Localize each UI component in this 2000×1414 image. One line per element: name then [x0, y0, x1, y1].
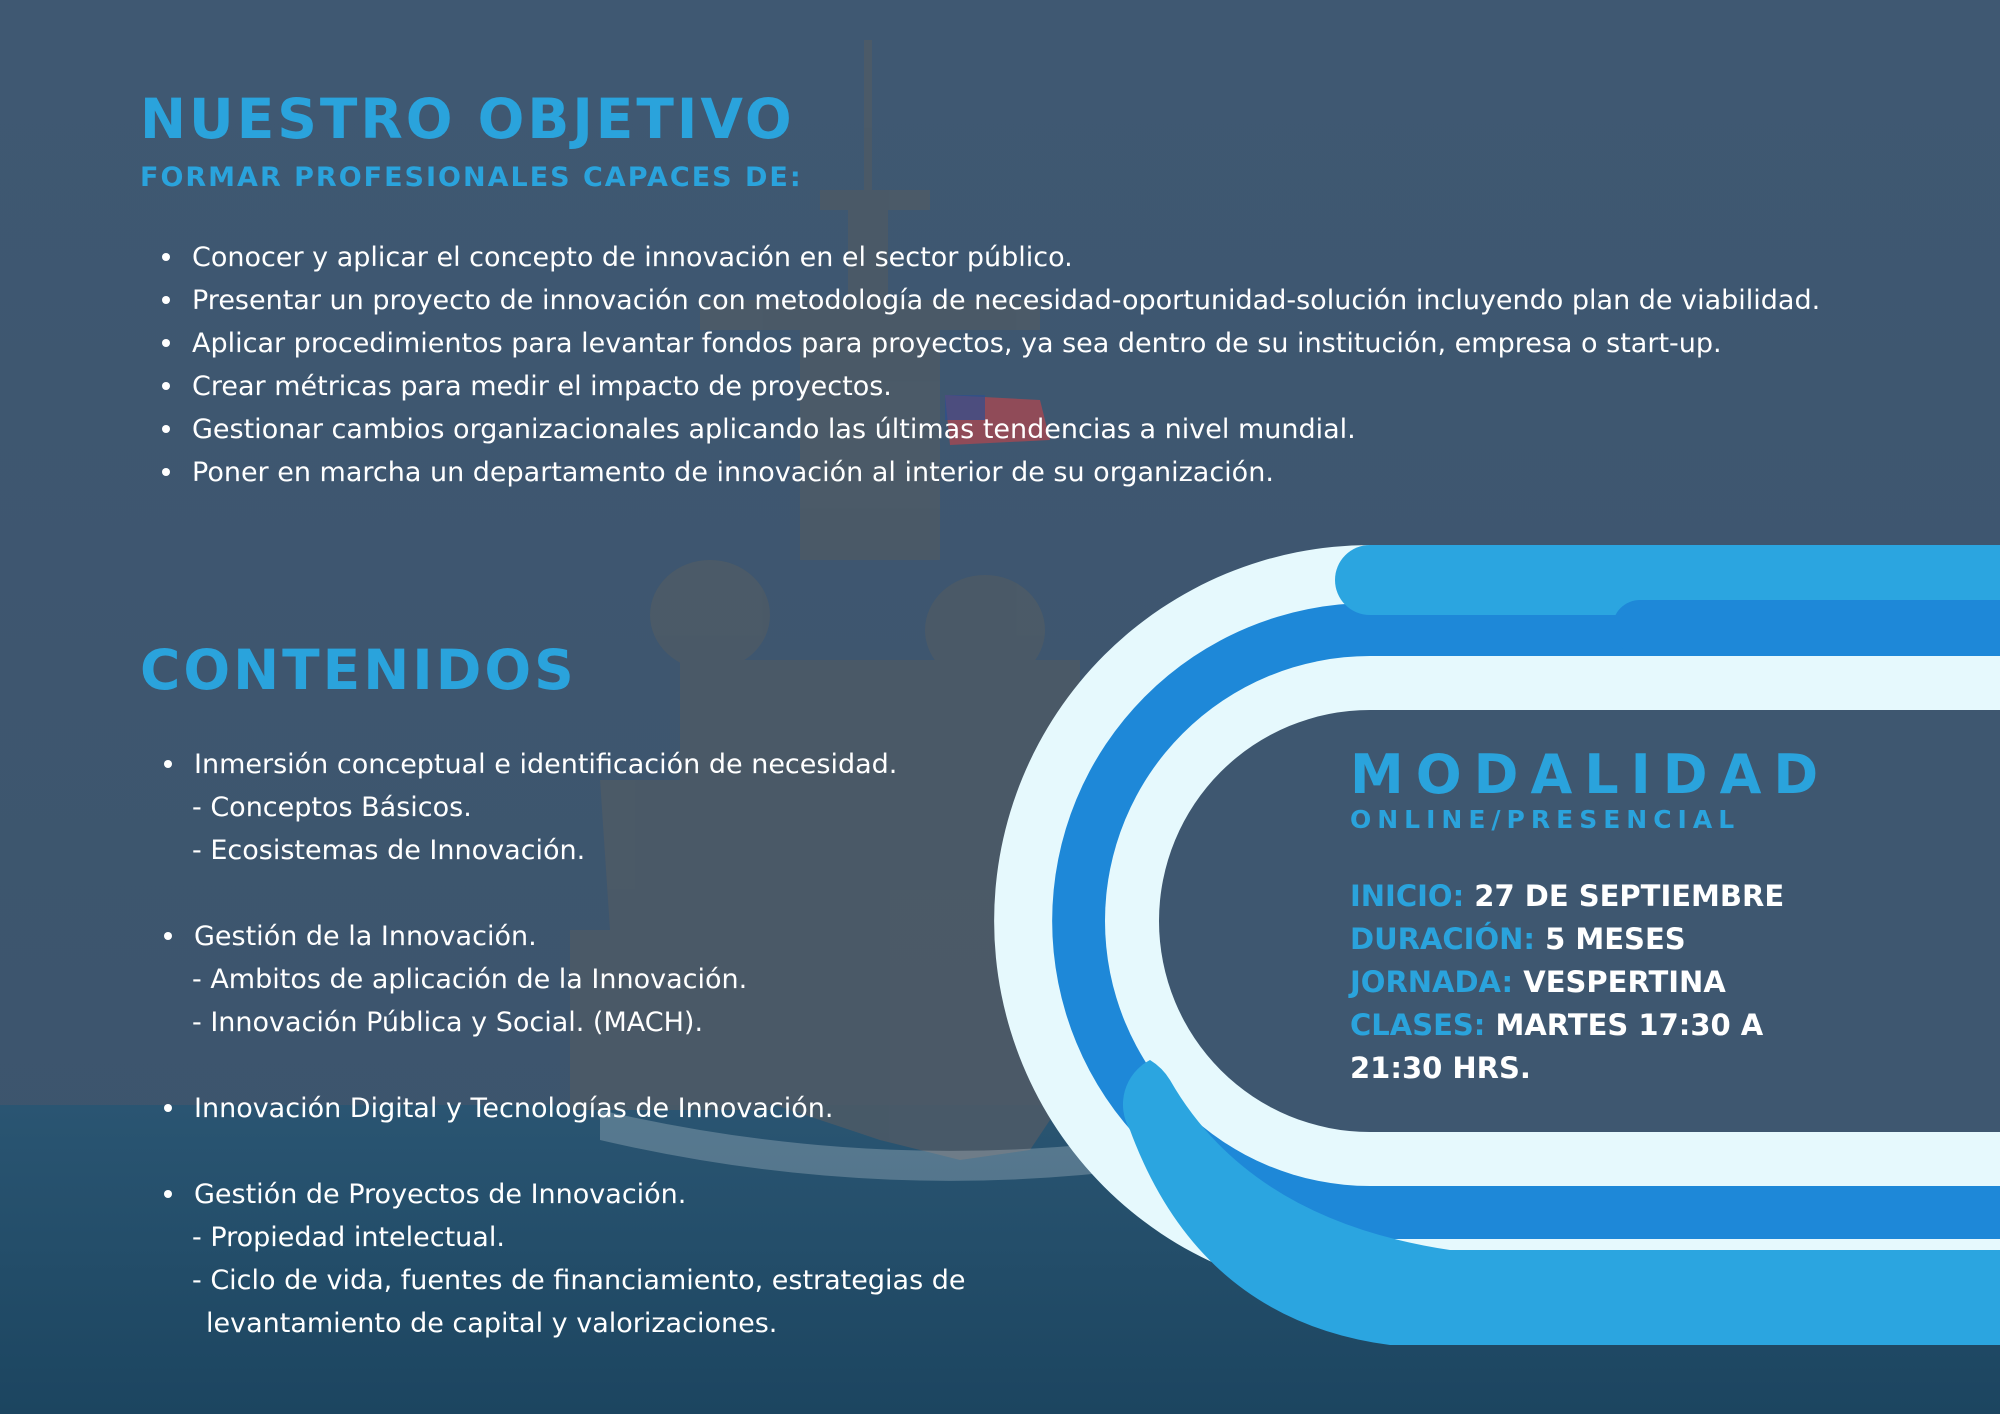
contenidos-subitem: [192, 786, 1094, 829]
contenidos-title: CONTENIDOS: [140, 638, 577, 702]
contenidos-item: [194, 915, 1094, 1044]
objetivo-item: Presentar un proyecto de innovación con metodología de necesidad-oportunidad-solución incluyendo plan de viabilidad.: [192, 279, 1872, 322]
inicio-row: [1350, 875, 1910, 918]
contenidos-subitem: [192, 1001, 1094, 1044]
jornada-value: VESPERTINA: [1523, 965, 1726, 999]
objetivo-item: Conocer y aplicar el concepto de innovación en el sector público.: [192, 236, 1872, 279]
objetivo-item: Gestionar cambios organizacionales aplicando las últimas tendencias a nivel mundial.: [192, 408, 1872, 451]
contenidos-item: [194, 1173, 1094, 1345]
inicio-value: 27 DE SEPTIEMBRE: [1474, 879, 1785, 913]
duracion-label: DURACIÓN:: [1350, 922, 1535, 956]
contenidos-subitem: [192, 1216, 1094, 1259]
duracion-value: 5 MESES: [1545, 922, 1686, 956]
contenidos-item: [194, 1087, 1094, 1130]
contenidos-list: [142, 743, 1094, 1388]
objetivo-item: Crear métricas para medir el impacto de proyectos.: [192, 365, 1872, 408]
objetivo-item: Aplicar procedimientos para levantar fondos para proyectos, ya sea dentro de su institución, empresa o start-up.: [192, 322, 1872, 365]
objetivo-item: Poner en marcha un departamento de innovación al interior de su organización.: [192, 451, 1872, 494]
contenidos-subitem-text: levantamiento de capital y valorizaciones.: [206, 1308, 778, 1339]
contenidos-subitem-text: - Conceptos Básicos.: [192, 792, 472, 823]
modalidad-panel: [1350, 745, 1910, 1090]
objetivo-title: NUESTRO OBJETIVO: [140, 87, 795, 151]
contenidos-item-label: Innovación Digital y Tecnologías de Innovación.: [194, 1093, 834, 1124]
contenidos-item: [194, 743, 1094, 872]
objetivo-list: [140, 236, 1872, 494]
contenidos-subitem: [192, 958, 1094, 1001]
contenidos-subitem-text: - Propiedad intelectual.: [192, 1222, 505, 1253]
clases-value: MARTES 17:30 A 21:30 HRS.: [1350, 1008, 1764, 1085]
modalidad-subtitle: ONLINE/PRESENCIAL: [1350, 805, 1741, 834]
modalidad-title: MODALIDAD: [1350, 743, 1831, 806]
contenidos-subitem: [192, 1259, 1094, 1302]
contenidos-subitem: [192, 829, 1094, 872]
objetivo-subtitle: FORMAR PROFESIONALES CAPACES DE:: [140, 162, 803, 193]
jornada-row: [1350, 961, 1910, 1004]
contenidos-subitem-text: - Ecosistemas de Innovación.: [192, 835, 586, 866]
contenidos-subitem-text: - Innovación Pública y Social. (MACH).: [192, 1007, 704, 1038]
contenidos-subitem: [192, 1302, 1094, 1345]
contenidos-item-label: Gestión de Proyectos de Innovación.: [194, 1179, 687, 1210]
contenidos-subitem-text: - Ambitos de aplicación de la Innovación.: [192, 964, 748, 995]
duracion-row: [1350, 918, 1910, 961]
inicio-label: INICIO:: [1350, 879, 1465, 913]
contenidos-item-label: Gestión de la Innovación.: [194, 921, 537, 952]
contenidos-subitem-text: - Ciclo de vida, fuentes de financiamiento, estrategias de: [192, 1265, 966, 1296]
contenidos-item-label: Inmersión conceptual e identificación de necesidad.: [194, 749, 898, 780]
jornada-label: JORNADA:: [1350, 965, 1514, 999]
modalidad-info: [1350, 875, 1910, 1090]
clases-row: [1350, 1004, 1820, 1090]
clases-label: CLASES:: [1350, 1008, 1486, 1042]
